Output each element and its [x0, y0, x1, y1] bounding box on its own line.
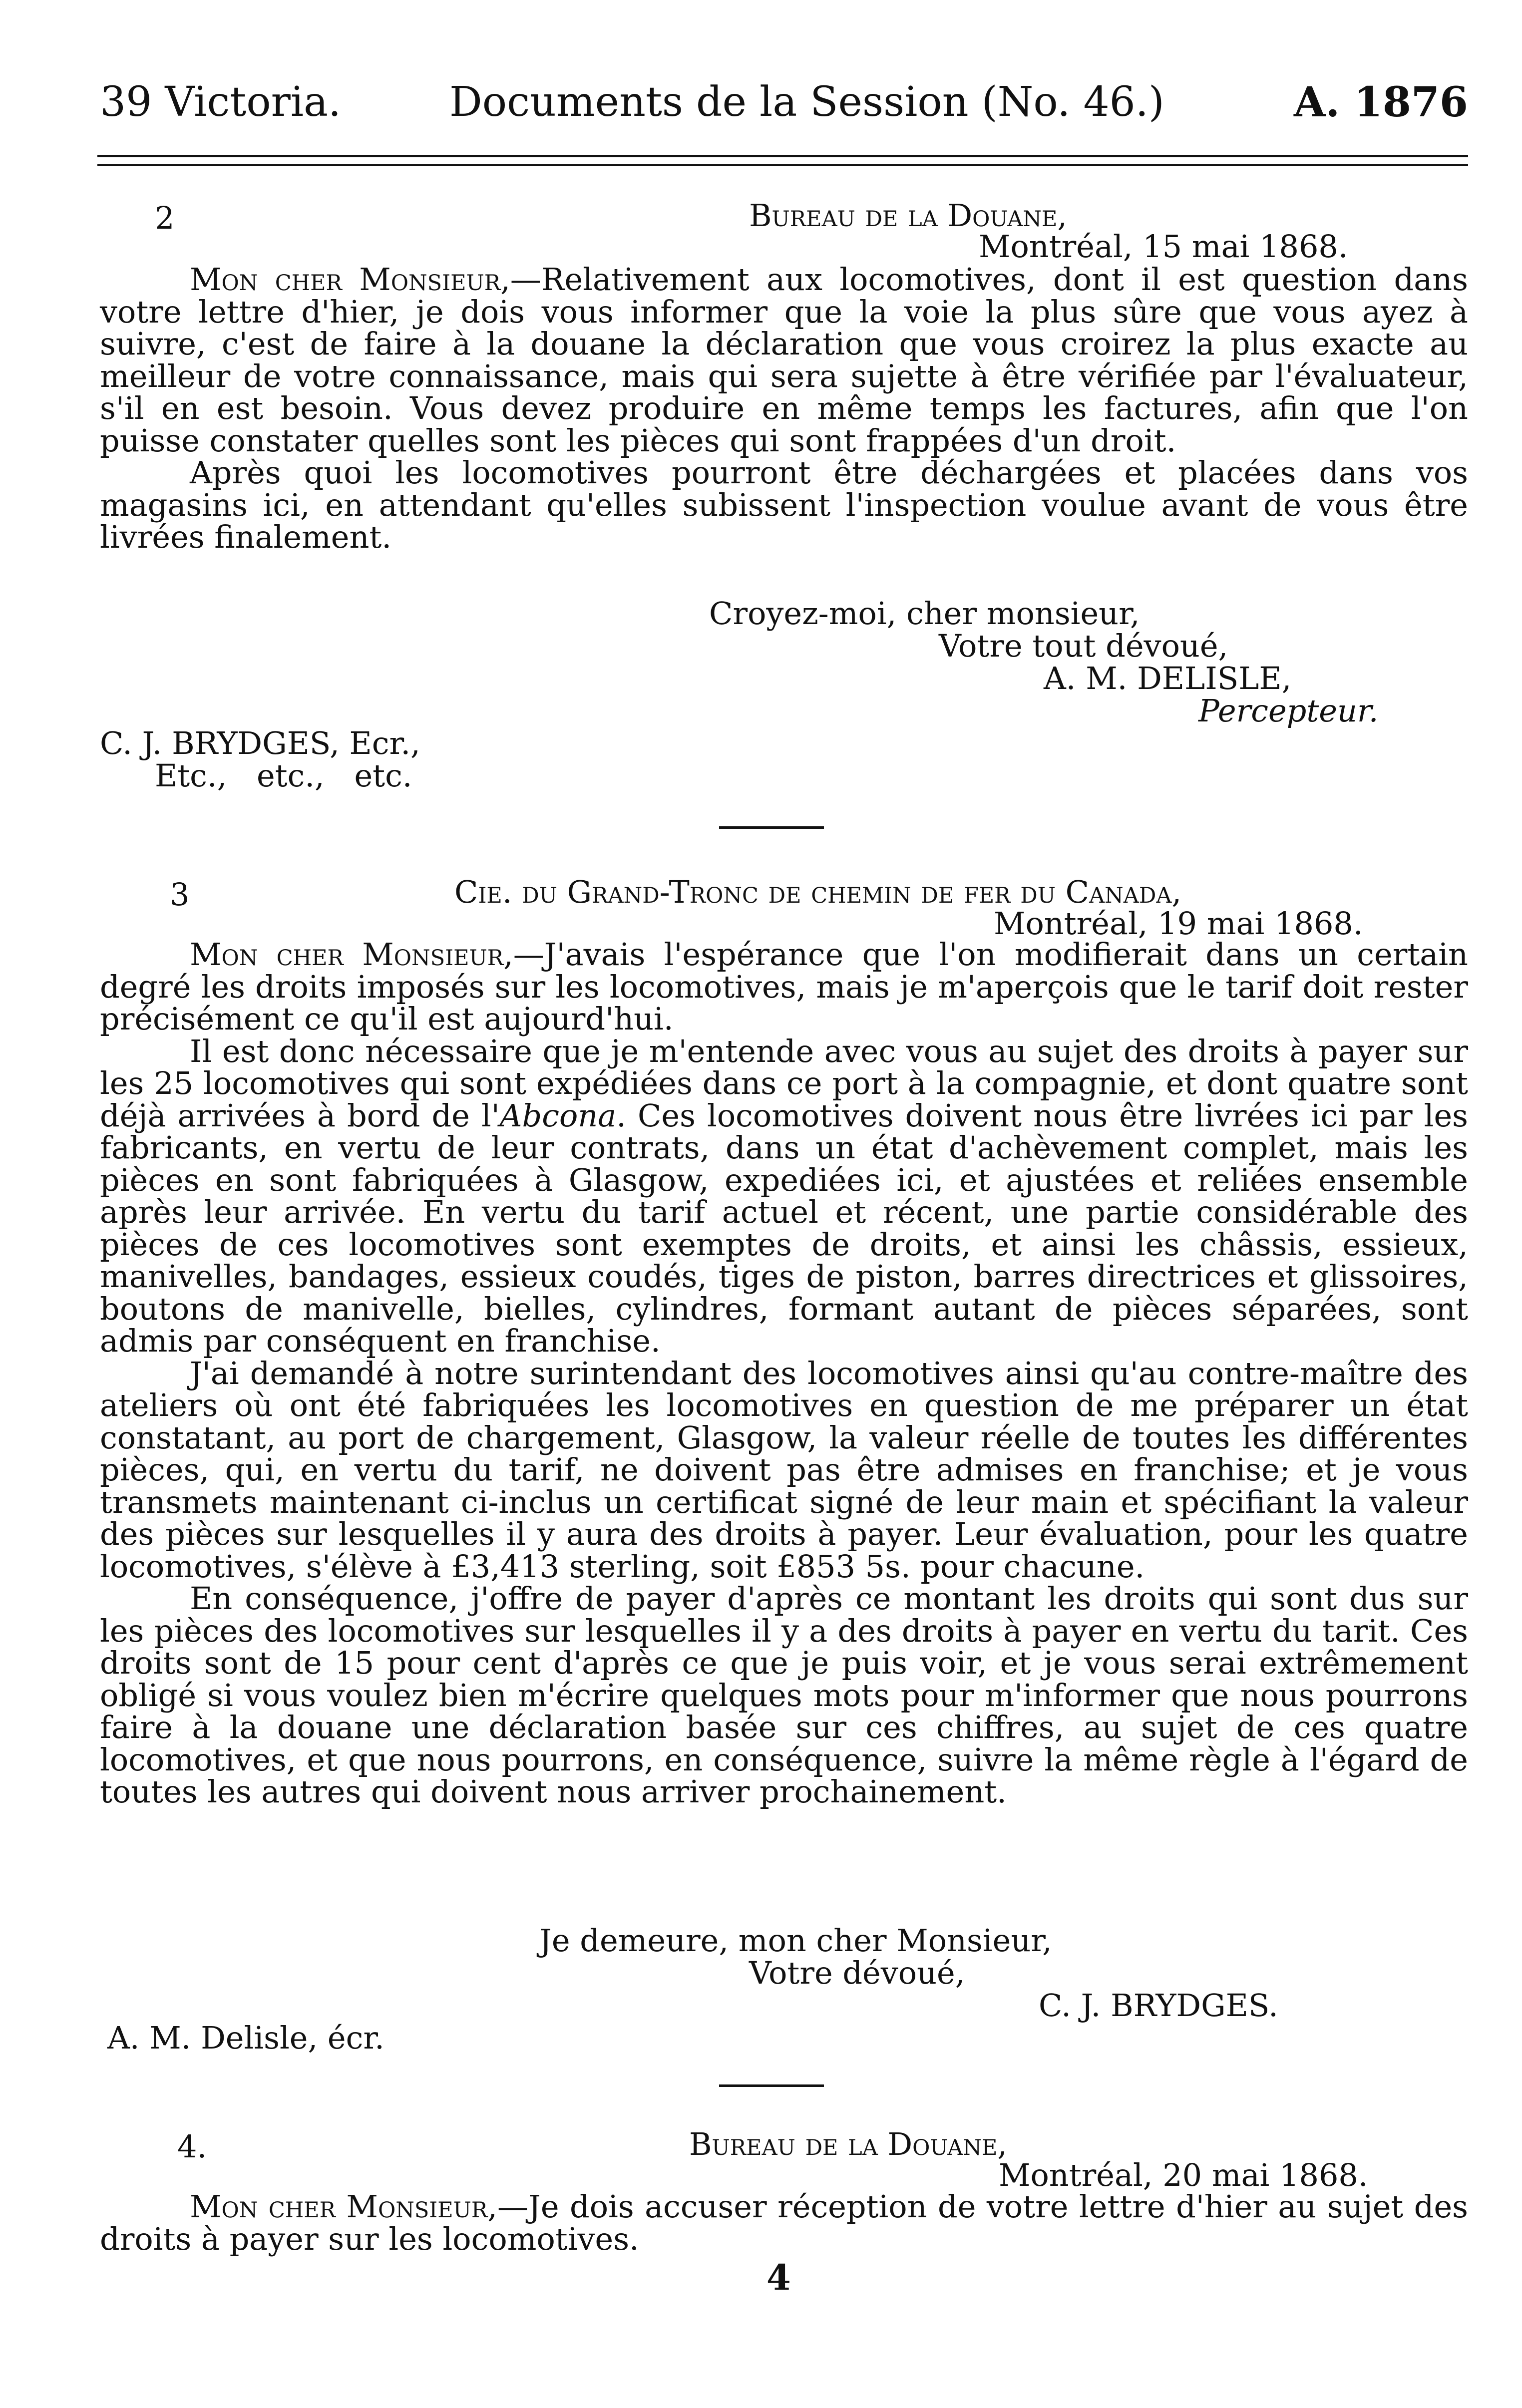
paragraph [100, 454, 1468, 555]
signature: A. M. DELISLE, [1044, 660, 1292, 696]
salutation: Mon cher Monsieur, [190, 2188, 497, 2225]
letter-place-date: Montréal, 20 mai 1868. [999, 2157, 1368, 2193]
paragraph [100, 936, 1468, 1037]
page-number: 4 [766, 2257, 791, 2298]
letter-office: Bureau de la Douane, [689, 2126, 1008, 2162]
separator-rule [719, 826, 824, 829]
header-volume: 39 Victoria. [100, 78, 342, 126]
salutation: Mon cher Monsieur, [190, 261, 510, 298]
header-title: Documents de la Session (No. 46.) [449, 78, 1164, 126]
paragraph [100, 1355, 1468, 1585]
paragraph [100, 2188, 1469, 2257]
letter-office: Bureau de la Douane, [749, 197, 1068, 234]
letter-office: Cie. du Grand-Tronc de chemin de fer du Canada, [454, 874, 1182, 910]
paragraph-text: J'ai demandé à notre surintendant des locomotives ainsi qu'au contre-maître des ateliers où ont été fabriquées les locomotives en question de me préparer un état constatant, au port de chargement, Glasgow, la valeur réelle de toutes les différentes pièces, qui, en vertu du tarif, ne doivent pas être admises en franchise; et je vous transmets maintenant ci-inclus un certificat signé de leur main et spécifiant la valeur des pièces sur lesquelles il y aura des droits à payer. Leur évaluation, pour les quatre locomotives, s'élève à £3,413 sterling, soit £853 5s. pour chacune. [100, 1355, 1468, 1585]
paragraph-text: Il est donc nécessaire que je m'entende avec vous au sujet des droits à payer sur les 25 locomotives qui sont expédiées dans ce port à la compagnie, et dont quatre sont déjà arrivées à bord de l' [100, 1032, 1468, 1134]
paragraph [100, 1580, 1468, 1810]
letter-place-date: Montréal, 19 mai 1868. [994, 905, 1363, 942]
separator-rule [719, 2084, 824, 2087]
ship-name: Abcona [499, 1097, 617, 1134]
paragraph [100, 1032, 1468, 1359]
recipient: A. M. Delisle, écr. [107, 2020, 384, 2056]
recipient-etc: Etc., etc., etc. [155, 757, 412, 794]
recipient: C. J. BRYDGES, Ecr., [100, 725, 420, 761]
paragraph-text: —J'avais l'espérance que l'on modifierait dans un certain degré les droits imposés sur les locomotives, mais je m'aperçois que le tarif doit rester précisément ce qu'il est aujourd'hui. [100, 936, 1468, 1037]
closing-line: Votre dévoué, [749, 1955, 965, 1991]
salutation: Mon cher Monsieur, [190, 936, 513, 973]
paragraph-text: . Ces locomotives doivent nous être livrées ici par les fabricants, en vertu de leur contrats, dans un état d'achèvement complet, mais les pièces en sont fabriquées à Glasgow, expediées ici, et ajustées et reliées ensemble après leur arrivée. En vertu du tarif actuel et récent, une partie considérable des pièces de ces locomotives sont exemptes de droits, et ainsi les châssis, essieux, manivelles, bandages, essieux coudés, tiges de piston, barres directrices et glissoires, boutons de manivelle, bielles, cylindres, formant autant de pièces séparées, sont admis par conséquent en franchise. [100, 1097, 1468, 1359]
letter-body [100, 936, 1468, 1810]
closing-line: Votre tout dévoué, [939, 628, 1228, 664]
letter-body [100, 2188, 1469, 2257]
paragraph-text: En conséquence, j'offre de payer d'après ce montant les droits qui sont dus sur les pièces des locomotives sur lesquelles il y a des droits à payer en vertu du tarit. Ces droits sont de 15 pour cent d'après ce que je puis voir, et je vous serai extrêmement obligé si vous voulez bien m'écrire quelques mots pour m'informer que nous pourrons faire à la douane une déclaration basée sur ces chiffres, au sujet de ces quatre locomotives, et que nous pourrons, en conséquence, suivre la même règle à l'égard de toutes les autres qui doivent nous arriver prochainement. [100, 1580, 1468, 1810]
running-header [100, 75, 1468, 130]
paragraph-text: —Relativement aux locomotives, dont il est question dans votre lettre d'hier, je dois vous informer que la voie la plus sûre que vous ayez à suivre, c'est de faire à la douane la déclaration que vous croirez la plus exacte au meilleur de votre connaissance, mais qui sera sujette à être vérifiée par l'évaluateur, s'il en est besoin. Vous devez produire en même temps les factures, afin que l'on puisse constater quelles sont les pièces qui sont frappées d'un droit. [100, 261, 1468, 459]
closing-line: Je demeure, mon cher Monsieur, [539, 1922, 1052, 1959]
signature: C. J. BRYDGES. [1039, 1987, 1278, 2024]
letter-number: 4. [177, 2128, 207, 2165]
letter-body [100, 261, 1468, 555]
paragraph-text: Après quoi les locomotives pourront être déchargées et placées dans vos magasins ici, en attendant qu'elles subissent l'inspection voulue avant de vous être livrées finalement. [100, 454, 1468, 555]
paragraph [100, 261, 1468, 459]
letter-number: 3 [170, 876, 190, 913]
header-year: A. 1876 [1294, 78, 1468, 126]
paragraph-text: —Je dois accuser réception de votre lettre d'hier au sujet des droits à payer sur les locomotives. [100, 2188, 1469, 2257]
signer-title: Percepteur. [1198, 692, 1379, 729]
letter-number: 2 [155, 200, 175, 236]
letter-place-date: Montréal, 15 mai 1868. [979, 228, 1348, 265]
closing-line: Croyez-moi, cher monsieur, [709, 595, 1140, 632]
header-rule [97, 155, 1468, 166]
